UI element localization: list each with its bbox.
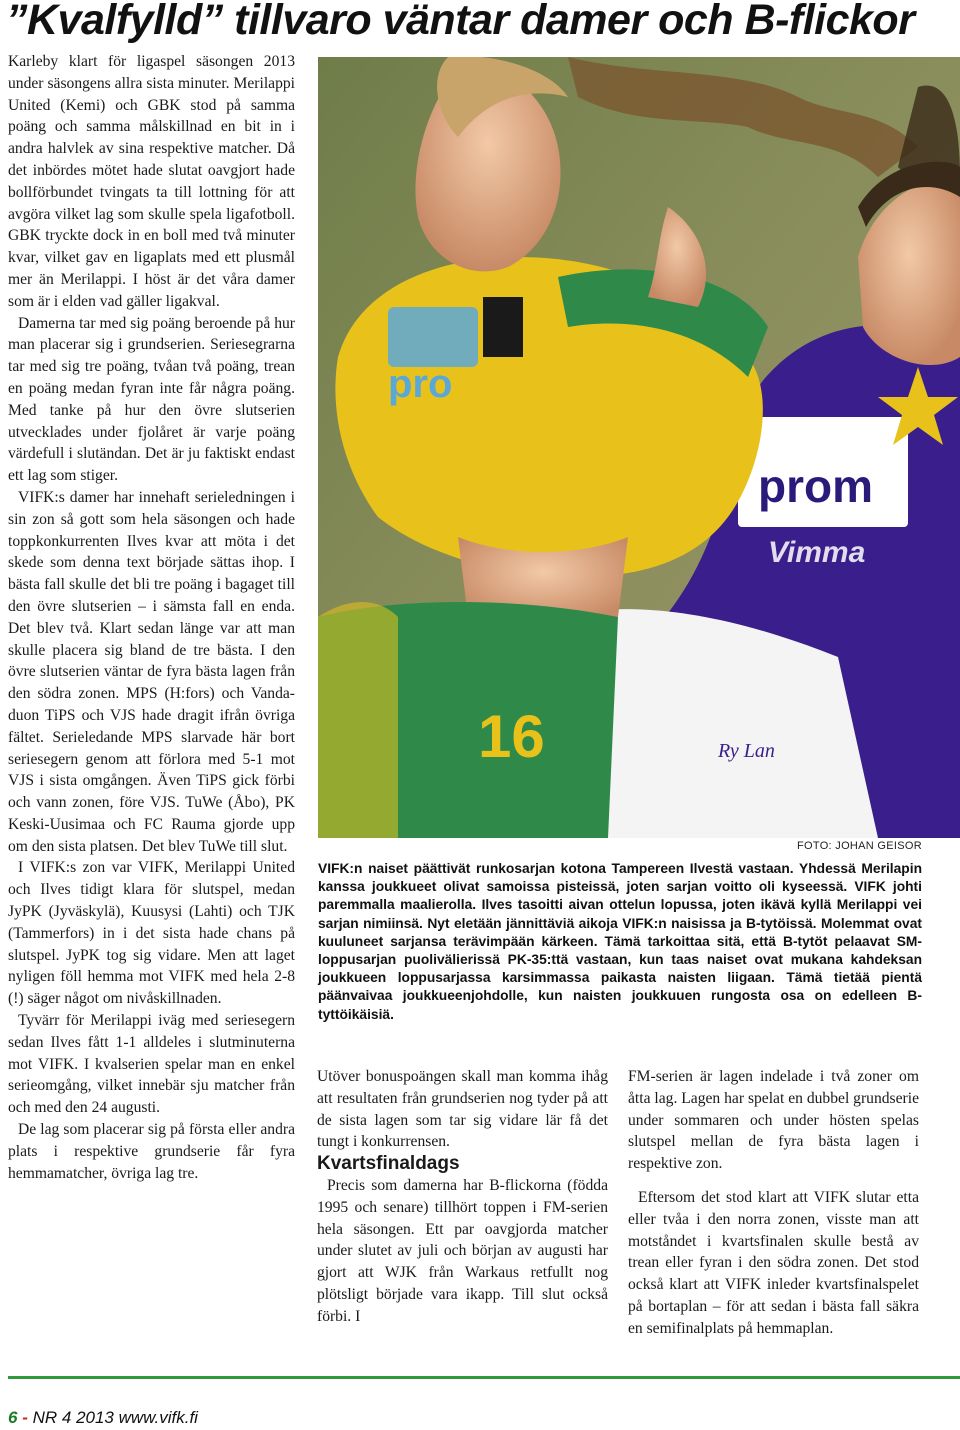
headline: ”Kvalfylld” tillvaro väntar damer och B-flickor — [6, 0, 915, 44]
footer-rule — [8, 1376, 960, 1379]
page-number: 6 — [8, 1408, 18, 1427]
match-photo — [318, 57, 960, 838]
paragraph: VIFK:s damer har innehaft serieledningen i sin zon så gott som hela säsongen och hade toppkonkurrenten Ilves kvar att möta i det skede som denna text började sättas ihop. I bästa fall skulle det bli tre poäng i bagaget till den övre slutserien – i sämsta fall en enda. Det blev två. Klart sedan länge var att man skulle placera sig bland de tre bästa. I den övre slutserien väntar de fyra bästa lagen från den södra zonen. MPS (H:fors) och Vanda-duon TiPS och VJS hade dragit ifrån övriga fältet. Serieledande MPS slarvade här bort seriesegern genom att förlora med 5-1 mot VJS i sista omgången. Även TiPS gick förbi och vann zonen, före VJS. TuWe (Åbo), PK Keski-Uusimaa och FC Rauma gjorde upp om den sista platsen. Det blev TuWe till slut. — [8, 488, 295, 855]
paragraph: FM-serien är lagen indelade i två zoner om åtta lag. Lagen har spelat en dubbel grundserie under sommaren och under hösten spelas slutspel mellan de fyra bästa lagen i respektive zon. — [628, 1068, 919, 1173]
paragraph: De lag som placerar sig på första eller andra plats i respektive grundserie får fyra hemmamatcher, övriga lag tre. — [8, 1121, 295, 1182]
yellow-sponsor-text: pro — [388, 362, 453, 406]
issue-and-url: NR 4 2013 www.vifk.fi — [32, 1408, 198, 1427]
photo-credit: FOTO: JOHAN GEISOR — [797, 840, 922, 852]
paragraph: Utöver bonuspoängen skall man komma ihåg att resultaten från grundserien nog tyder på att de sista lagen som tar sig vidare lär få det tungt i konkurrensen. — [317, 1068, 608, 1151]
paragraph: Precis som damerna har B-flickorna (födda 1995 och senare) tillhört toppen i FM-serien hela säsongen. Ett par oavgjorda matcher under slutet av juli och början av augusti har gjort att WJK från Warkaus retfullt nog plötsligt började vara ikapp. Till slut också förbi. I — [317, 1176, 608, 1325]
paragraph: Damerna tar med sig poäng beroende på hur man placerar sig i grundserien. Seriesegrarna tar med sig tre poäng, tvåan två poäng, trean en poäng medan fyran inte får några poäng. Med tanke på hur den övre slutserien utvecklades under fjolåret är varje poäng värdefull i slutändan. Det är ju faktiskt endast ett lag som stiger. — [8, 314, 295, 485]
purple-sponsor-text: prom — [758, 460, 873, 512]
purple-sponsor2-text: Vimma — [768, 536, 866, 569]
photo-caption: VIFK:n naiset päättivät runkosarjan kotona Tampereen Ilvestä vastaan. Yhdessä Merilapin kanssa joukkueet olivat samoissa pisteissä, joten sarjan voitto oli kyseessä. VIFK johti paremmalla maalierolla. Ilves tasoitti aivan ottelun lopussa, joten ikävä kyllä Merilappi vei sarjan nimiinsä. Nyt eletään jännittäviä aikoja VIFK:n naisissa ja B-tytöissä. Molemmat ovat kuuluneet sarjansa terävimpään kärkeen. Tämä tarkoittaa sitä, että B-tytöt pelaavat SM-loppusarjan puolivälierissä PK-35:ttä vastaan, kun taas naiset ovat mukana kahdeksan joukkueen loppusarjassa karsimmassa paikasta naisten liigaan. Tämä tietää pientä päänvaivaa joukkueenjohdolle, kun naisten joukkuuen rungosta osa on edelleen B-tyttöikäisiä. — [318, 861, 922, 1022]
paragraph: Eftersom det stod klart att VIFK slutar etta eller tvåa i den norra zonen, visste man att motståndet i kvartsfinalen skulle bestå av trean eller fyran i den södra zonen. Det stod också klart att VIFK inleder kvartsfinalspelet på bortaplan – för att sedan i bästa fall säkra en semifinalplats på hemmaplan. — [628, 1188, 919, 1337]
middle-column — [317, 1066, 608, 1328]
page-dash: - — [22, 1408, 28, 1427]
shorts-text: Ry Lan — [718, 740, 775, 762]
paragraph: I VIFK:s zon var VIFK, Merilappi United och Ilves tidigt klara för slutspel, medan JyPK (Jyväskylä), Kuusysi (Lahti) och TJK (Tammerfors) in i det sista hade chans på slutspel. JyPK tog sig vidare. Men att laget nyligen föll hemma mot VIFK med hela 2-8 (!) säger något om nivåskillnaden. — [8, 859, 295, 1008]
player-number-text: 16 — [478, 703, 545, 770]
subheading: Kvartsfinaldags — [317, 1153, 460, 1175]
right-column — [628, 1066, 919, 1340]
left-column — [8, 51, 295, 1184]
page-footer — [8, 1408, 198, 1428]
paragraph: Karleby klart för ligaspel säsongen 2013 under säsongens allra sista minuter. Merilappi United (Kemi) och GBK stod på samma poäng och samma målskillnad en bit in i andra halvlek av sina respektive matcher. Då det inbördes mötet hade slutat oavgjort hade bollförbundet tvingats ta till lottning för att avgöra vilket lag som skulle spela ligafotboll. GBK tryckte dock in en boll med två minuter kvar, vilket gav en ligaplats med ett plusmål mer än Merilappi. I höst är det våra damer som är i elden vad gäller ligakval. — [8, 53, 295, 310]
photo-illustration — [318, 57, 960, 838]
paragraph: Tyvärr för Merilappi iväg med seriesegern sedan Ilves fått 1-1 alldeles i slutminuterna mot VIFK. I kvalserien spelar man en enkel serieomgång, vilket innebär sju matcher från och med den 24 augusti. — [8, 1012, 295, 1117]
